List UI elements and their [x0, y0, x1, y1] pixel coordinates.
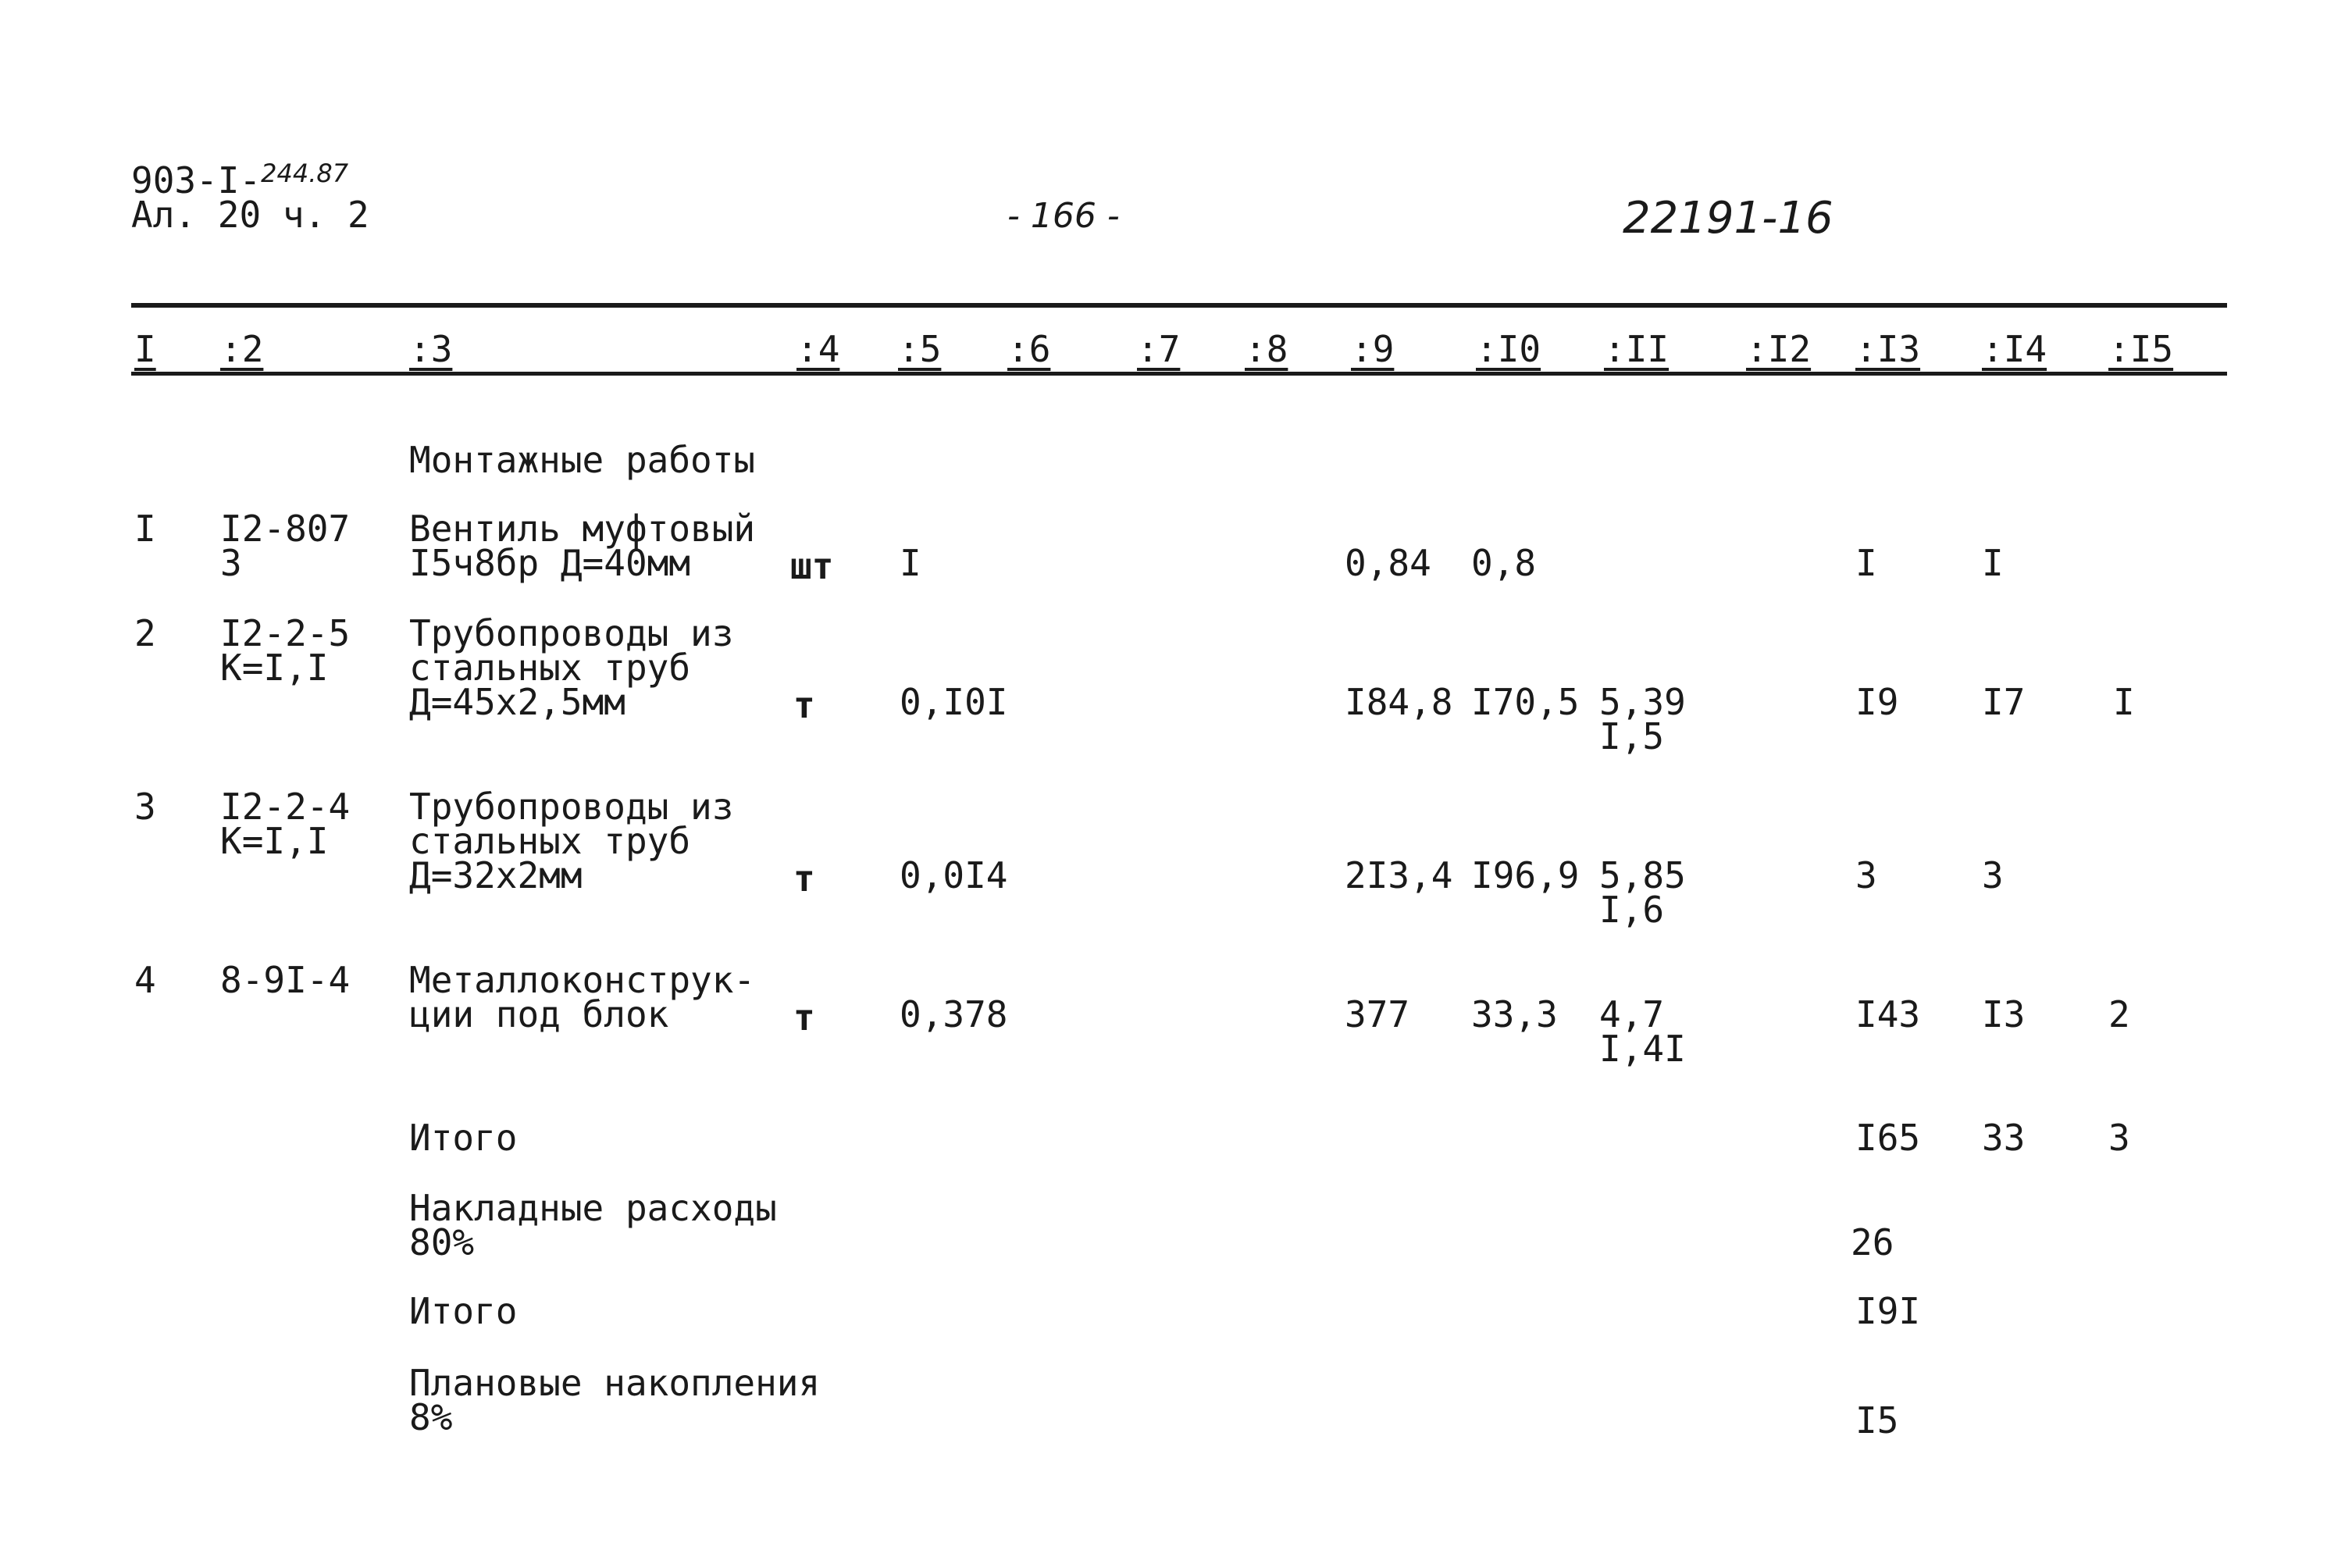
top-rule: [131, 303, 2227, 308]
row-name: Трубопроводы из: [409, 612, 734, 654]
row-col9: 2I3,4: [1345, 854, 1453, 896]
doc-code-print: 903-I-: [131, 159, 262, 201]
col-header-3: :3: [409, 328, 453, 370]
row-col9: 0,84: [1345, 542, 1431, 584]
row-col13: I43: [1855, 993, 1921, 1035]
row-number: 4: [134, 959, 156, 1001]
row-name-2: стальных труб: [409, 820, 691, 862]
row-qty: 0,I0I: [900, 681, 1008, 723]
col-header-5: :5: [898, 328, 942, 370]
row-col11-2: I,4I: [1599, 1028, 1686, 1070]
row-name: Трубопроводы из: [409, 786, 734, 828]
header-rule: [131, 372, 2227, 376]
row-col10: I70,5: [1471, 681, 1580, 723]
col-header-4: :4: [796, 328, 840, 370]
row-col9: I84,8: [1345, 681, 1453, 723]
row-col14: 3: [1982, 854, 2004, 896]
row-unit: т: [793, 684, 815, 726]
row-name-2: ции под блок: [409, 993, 669, 1035]
row-col11: 5,85: [1599, 854, 1686, 896]
row-name-3: Д=32х2мм: [409, 854, 583, 896]
row-col11: 4,7: [1599, 993, 1665, 1035]
page-number: - 166 -: [1007, 196, 1120, 236]
col-header-2: :2: [220, 328, 264, 370]
row-col11: 5,39: [1599, 681, 1686, 723]
row-name-3: Д=45х2,5мм: [409, 681, 625, 723]
itogo-label: Итого: [409, 1117, 518, 1159]
itogo-col13: I65: [1855, 1117, 1921, 1159]
col-header-10: :I0: [1476, 328, 1541, 370]
row-col15: I: [2113, 681, 2135, 723]
row-code: 8-9I-4: [220, 959, 351, 1001]
col-header-8: :8: [1245, 328, 1288, 370]
itogo-col14: 33: [1982, 1117, 2026, 1159]
row-col13: I9: [1855, 681, 1899, 723]
row-col10: 0,8: [1471, 542, 1537, 584]
row-col14: I3: [1982, 993, 2026, 1035]
row-code: I2-2-5: [220, 612, 351, 654]
row-unit: т: [793, 857, 815, 900]
row-col15: 2: [2108, 993, 2130, 1035]
row-name-2: I5ч8бр Д=40мм: [409, 542, 691, 584]
itogo-col15: 3: [2108, 1117, 2130, 1159]
row-code-2: К=I,I: [220, 647, 329, 689]
row-col14: I7: [1982, 681, 2026, 723]
col-header-15: :I5: [2108, 328, 2174, 370]
overhead-percent: 80%: [409, 1221, 475, 1263]
row-col11-2: I,6: [1599, 889, 1665, 931]
col-header-9: :9: [1351, 328, 1395, 370]
col-header-11: :II: [1604, 328, 1670, 370]
row-code-2: К=I,I: [220, 820, 329, 862]
row-qty: I: [900, 542, 921, 584]
row-col11-2: I,5: [1599, 715, 1665, 757]
row-col13: I: [1855, 542, 1877, 584]
row-number: I: [134, 508, 156, 550]
col-header-6: :6: [1007, 328, 1051, 370]
overhead-label: Накладные расходы: [409, 1187, 777, 1229]
col-header-12: :I2: [1746, 328, 1812, 370]
album-line: Ал. 20 ч. 2: [131, 194, 369, 236]
row-col10: I96,9: [1471, 854, 1580, 896]
row-unit: т: [793, 996, 815, 1039]
col-header-13: :I3: [1855, 328, 1921, 370]
doc-number: 22191-16: [1623, 193, 1833, 244]
doc-code-handwritten: 244.87: [261, 159, 349, 188]
itogo2-label: Итого: [409, 1290, 518, 1332]
row-number: 2: [134, 612, 156, 654]
col-header-7: :7: [1137, 328, 1181, 370]
row-qty: 0,378: [900, 993, 1008, 1035]
row-number: 3: [134, 786, 156, 828]
row-col10: 33,3: [1471, 993, 1558, 1035]
row-name: Металлоконструк-: [409, 959, 756, 1001]
row-col13: 3: [1855, 854, 1877, 896]
section-title: Монтажные работы: [409, 439, 756, 481]
col-header-14: :I4: [1982, 328, 2047, 370]
row-name-2: стальных труб: [409, 647, 691, 689]
row-code-2: 3: [220, 542, 242, 584]
savings-label: Плановые накопления: [409, 1362, 821, 1404]
row-code: I2-2-4: [220, 786, 351, 828]
row-col9: 377: [1345, 993, 1410, 1035]
row-qty: 0,0I4: [900, 854, 1008, 896]
row-name: Вентиль муфтовый: [409, 508, 756, 550]
row-unit: шт: [790, 545, 834, 587]
col-header-1: I: [134, 328, 156, 370]
savings-percent: 8%: [409, 1396, 453, 1438]
row-col14: I: [1982, 542, 2004, 584]
itogo2-col13: I9I: [1855, 1290, 1921, 1332]
row-code: I2-807: [220, 508, 351, 550]
savings-col13: I5: [1855, 1399, 1899, 1441]
overhead-col13: 26: [1851, 1221, 1894, 1263]
